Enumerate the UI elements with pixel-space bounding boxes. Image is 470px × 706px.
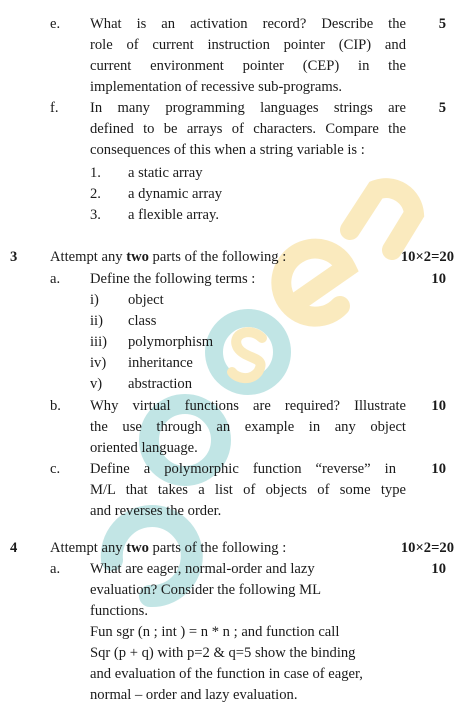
q3c-label: c.	[50, 461, 61, 477]
q2e-line: role of current instruction pointer (CIP) and	[90, 37, 406, 53]
q2e-line: current environment pointer (CEP) in the	[90, 58, 406, 74]
list-item-num: 1.	[90, 165, 101, 181]
term-num: iii)	[90, 334, 108, 350]
watermark-n	[350, 188, 414, 250]
q2e-label: e.	[50, 16, 61, 32]
q3a-marks: 10	[431, 271, 446, 287]
q3c-line: and reverses the order.	[90, 503, 222, 519]
q2f-line: consequences of this when a string variable is :	[90, 142, 365, 158]
list-item-num: 3.	[90, 207, 101, 223]
q4a-line: functions.	[90, 603, 148, 619]
q4-marks: 10×2=20	[400, 540, 454, 556]
q3b-line: oriented language.	[90, 440, 198, 456]
term-text: abstraction	[128, 376, 193, 392]
term-num: v)	[90, 376, 103, 392]
term-num: iv)	[90, 355, 107, 371]
term-text: inheritance	[128, 355, 193, 371]
q4a-line: Sqr (p + q) with p=2 & q=5 show the binding	[90, 645, 356, 661]
q2f-marks: 5	[438, 100, 446, 116]
term-text: class	[128, 313, 157, 329]
term-num: ii)	[90, 313, 103, 329]
list-item-num: 2.	[90, 186, 101, 202]
q4-instruction: Attempt any two parts of the following :	[50, 540, 287, 556]
term-num: i)	[90, 292, 99, 308]
q3c-marks: 10	[431, 461, 446, 477]
list-item-text: a dynamic array	[128, 186, 222, 202]
q4a-line: What are eager, normal-order and lazy	[90, 561, 315, 577]
q4a-line: normal – order and lazy evaluation.	[90, 687, 298, 703]
q3-number: 3	[10, 249, 18, 265]
q3a-label: a.	[50, 271, 61, 287]
watermark-s	[232, 332, 262, 378]
q4a-line: and evaluation of the function in case of eager,	[90, 666, 363, 682]
q3-instruction: Attempt any two parts of the following :	[50, 249, 287, 265]
q3-marks: 10×2=20	[400, 249, 454, 265]
list-item-text: a flexible array.	[128, 207, 220, 223]
q2e-line: What is an activation record? Describe the	[90, 16, 406, 32]
q3c-line: Define a polymorphic function “reverse” in	[90, 461, 396, 477]
q4-number: 4	[10, 540, 18, 556]
term-text: polymorphism	[128, 334, 214, 350]
watermark-e	[281, 249, 346, 317]
q2f-label: f.	[50, 100, 59, 116]
q4a-line: evaluation? Consider the following ML	[90, 582, 322, 598]
q4a-label: a.	[50, 561, 61, 577]
q2f-line: In many programming languages strings are	[90, 100, 406, 116]
q2e-line: implementation of recessive sub-programs.	[90, 79, 343, 95]
watermark-s-ring	[214, 318, 282, 386]
term-text: object	[128, 292, 164, 308]
q3a-text: Define the following terms :	[90, 271, 256, 287]
q2f-line: defined to be arrays of characters. Compare the	[90, 121, 406, 137]
q3c-line: M/L that takes a list of objects of some type	[90, 482, 406, 498]
q4a-marks: 10	[431, 561, 446, 577]
q4a-line: Fun sgr (n ; int ) = n * n ; and function call	[90, 624, 340, 640]
q3b-marks: 10	[431, 398, 446, 414]
list-item-text: a static array	[128, 165, 203, 181]
q3b-line: Why virtual functions are required? Illustrate	[90, 398, 406, 414]
q2e-marks: 5	[438, 16, 446, 32]
q3b-line: the use through an example in any object	[90, 419, 406, 435]
q3b-label: b.	[50, 398, 61, 414]
